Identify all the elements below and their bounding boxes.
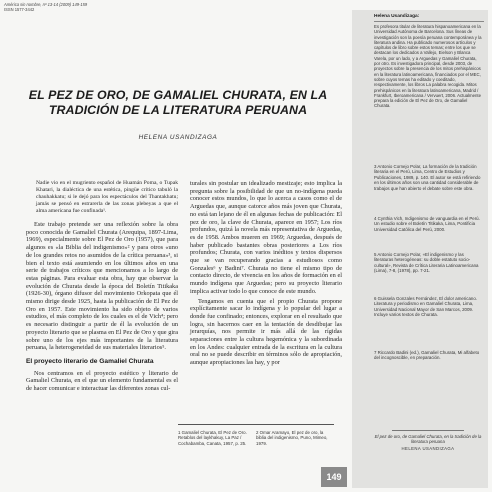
section-heading: El proyecto literario de Gamaliel Churata <box>26 357 154 365</box>
caption-divider <box>392 430 464 431</box>
journal-header <box>4 2 204 12</box>
side-note-4: 4 Cynthia Vich, Indigenismo de vanguardia en el Perú. Un estudio sobre el Boletín Titikaka, Lima, Pontificia Universidad Católica del Perú, 2000. <box>374 216 480 232</box>
page-number: 149 <box>321 467 347 487</box>
side-note-3: 3 Antonio Cornejo Polar, La formación de la tradición literaria en el Perú, Lima, Centro de Estudios y Publicaciones, 1989, p. 140. El autor se está refiriendo en los últimos años son una cantidad considerable de trabajos que han abierto el debate sobre este obra. <box>374 164 481 191</box>
footnote-2: 2 Omar Aramayo, El pez de oro, la biblia del indigenismo, Puno, Mimeo, 1979. <box>256 430 328 446</box>
side-note-7: 7 Riccardo Badini (ed.), Gamaliel Churata, Mi alfabeto del incognoscible, en preparación. <box>374 350 480 361</box>
caption-title: El pez de oro, de Gamaliel Churata, en la tradición de la literatura peruana <box>374 434 482 445</box>
author-bio <box>374 14 484 109</box>
running-caption <box>374 434 482 451</box>
text-column-right <box>190 180 342 369</box>
article-author: HELENA USANDIZAGA <box>138 134 218 141</box>
article-title: EL PEZ DE ORO, DE GAMALIEL CHURATA, EN LA TRADICIÓN DE LA LITERATURA PERUANA <box>28 88 328 117</box>
footnote-1: 1 Gamaliel Churata, El Pez de Oro. Retablos del laykhakuy, La Paz / Cochabamba, Canata, 1957, p. 25. <box>178 430 247 446</box>
bio-name: Helena Usandizaga: <box>374 14 420 19</box>
issn: ISSN 1577-3442 <box>4 7 35 13</box>
footnote-divider <box>178 424 334 425</box>
bio-divider <box>374 21 484 22</box>
caption-author: HELENA USANDIZAGA <box>401 445 455 451</box>
epigraph-text: Nadie vio en el mugriento español de Huamán Poma, o Tupak Khatari, la dialéctica de una estética, pingüe crítico tabuló la chauhakkatu; si le dejó para los espectáculos del Thantakhatu; jamás se pensó en estrarerla de las zonas plebeyas a que el alma americana fue confinada¹. <box>36 180 178 214</box>
body-paragraph: turales sin postular un idealizado mestizaje; esto implica la pregunta sobre la posibilidad de que un no-indígena pueda conocer estos mundos, lo que lo acerca a casos como el de Arguedas que, aunque catorce años más joven que Churata, no está tan lejano de él en algunas fechas de publicación: El pez de oro, la clave de Churata, aparece en 1957; Los ríos profundos, quizá la novela más representativa de Arguedas, es de 1958. Ambos mueren en 1969; Arguedas, después de haber publicado bastantes obras posteriores a Los ríos profundos; Churata, con varios inéditos y textos dispersos que se van recuperando gracias a estudiosos como Gonzales⁶ y Badini⁷. Churata no tiene el mismo tipo de contacto directo, de vivencia en los años de formación en el mundo indígena que Arguedas; pero su proyecto literario implica activar todo lo que conoce de este mundo. <box>190 180 342 295</box>
bio-text: Es profesora titular de literatura hispanoamericana en la Universidad Autónoma de Barcelona. Sus líneas de investigación son la poesía peruana contemporánea y la literatura andina. Ha publicado numerosos artículos y capítulos de libro sobre estos temas; entre los que se destacan los dedicados a Vallejo, Eielson y Blanca Varela, por un lado, y a Arguedas y Gamaliel Churata, por otro. Es investigadora principal, desde 2003, de proyectos sobre la presencia de los mitos prehispánicos en la literatura latinoamericana, financiados por el MEC, sobre cuyos temas ha editado y coeditado, respectivamente, los libros La palabra recogida. Mitos prehispánicos en la literatura latinoamericana, Madrid / Frankfurt, Iberoamericana / Vervuert, 2006. Actualmente prepara la edición de El Pez de Oro, de Gamaliel Churata. <box>374 23 482 109</box>
epigraph <box>26 180 178 215</box>
body-paragraph: Este trabajo pretende ser una reflexión sobre la obra poco conocida de Gamaliel Churata (Arequipa, 1897-Lima, 1969), especialmente sobre El Pez de Oro (1957), que para algunos es «la Biblia del indigenismo»² y para otros «uno de los grandes retos no asumidos de la crítica peruana»³, si bien el texto está asumiendo en los últimos años en una serie de trabajos críticos que mencionamos a lo largo de estas páginas. Para evaluar esta obra, hay que observar la evolución de Churata desde la época del Boletín Titikaka (1926-30), órgano difusor del movimiento Orkopata que él mismo dirige desde 1925, hasta la publicación de El Pez de Oro en 1957. Este movimiento ha sido objeto de varios estudios, el más completo de los cuales es el de Vich⁴; pero es necesario distinguir a partir de él la evolución de un proyecto literario que se plasma en El Pez de Oro y que gira sobre uno de los ejes más importantes de la literatura peruana, la heterogeneidad de sus materiales literarios⁵. <box>26 221 178 352</box>
side-note-5: 5 Antonio Cornejo Polar, «El indigenismo y las literaturas heterogéneas: su doble estatuto socio-cultural», Revista de Crítica Literaria Latinoamericana (Lima), 7-8, (1978), pp. 7-21. <box>374 252 479 274</box>
journal-citation: América sin nombre, nº 13-14 (2009) 149-159 <box>4 2 88 7</box>
text-column-left <box>26 180 178 395</box>
side-note-6: 6 Guissela Gonzales Fernández, El dolor americano. Literatura y periodismo en Gamaliel Churata, Lima, Universidad Nacional Mayor de San Marcos, 2009. Incluye varios textos de Churata. <box>374 296 477 318</box>
body-paragraph: Tengamos en cuenta que el propio Churata propone explícitamente sacar lo indígena y lo popular del lugar a donde fue confinado; entonces, explorar en el resultado que logra, sin hacernos caer en la tentación de desdibujar las jerarquías, nos permite ir más allá de las rígidas separaciones entre la cultura hegemónica y la subordinada en los Andes: cualquier entrada de la escritura en la cultura oral no se puede describir en términos sólo de apropiación, aunque apropiaciones las hay, y por <box>190 297 342 367</box>
body-paragraph: Nos centramos en el proyecto estético y literario de Gamaliel Churata, en el que un elemento fundamental es el de hacer comunicar e interactuar las diferentes zonas cul- <box>26 369 178 393</box>
